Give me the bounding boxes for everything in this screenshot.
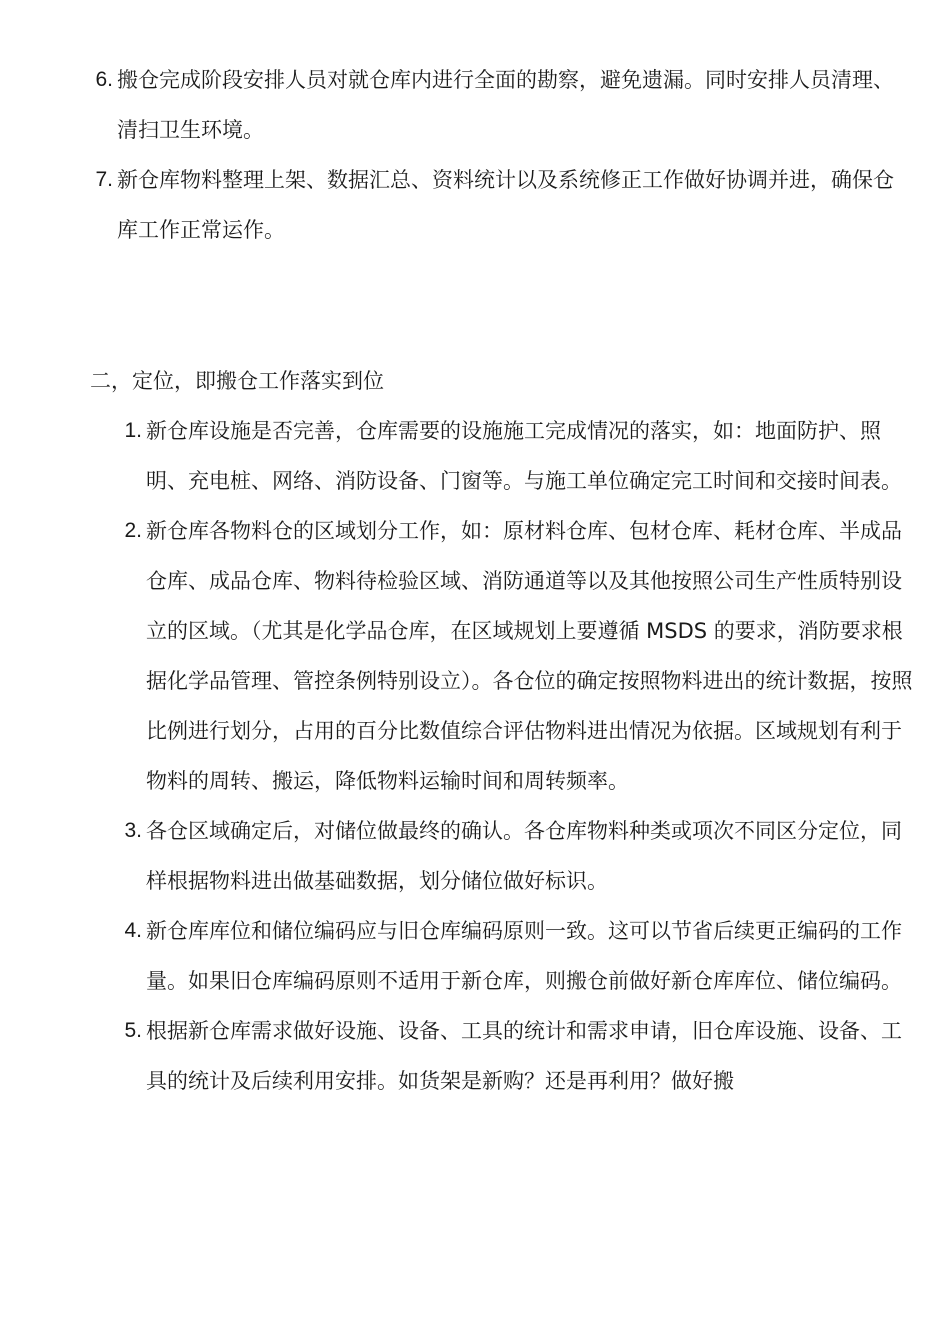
list-item-number: 6. [95,68,113,91]
list-item-text: 搬仓完成阶段安排人员对就仓库内进行全面的勘察，避免遗漏。同时安排人员清理、清扫卫生环境。 [117,68,894,142]
numbered-list-section-two [124,406,914,1106]
list-item-text: 根据新仓库需求做好设施、设备、工具的统计和需求申请，旧仓库设施、设备、工具的统计及后续利用安排。如货架是新购？还是再利用？做好搬 [146,1019,902,1093]
list-item [124,806,914,906]
list-item-number: 1. [124,419,142,442]
list-item-text: 新仓库设施是否完善，仓库需要的设施施工完成情况的落实，如：地面防护、照明、充电桩、网络、消防设备、门窗等。与施工单位确定完工时间和交接时间表。 [146,419,902,493]
section-heading: 二，定位，即搬仓工作落实到位 [90,369,384,393]
list-item-number: 3. [124,819,142,842]
list-item-text: 新仓库库位和储位编码应与旧仓库编码原则一致。这可以节省后续更正编码的工作量。如果旧仓库编码原则不适用于新仓库，则搬仓前做好新仓库库位、储位编码。 [146,919,902,993]
list-item [124,406,914,506]
list-item-text: 新仓库各物料仓的区域划分工作，如：原材料仓库、包材仓库、耗材仓库、半成品仓库、成品仓库、物料待检验区域、消防通道等以及其他按照公司生产性质特别设立的区域。（尤其是化学品仓库，在区域规划上要遵循 MSDS 的要求，消防要求根据化学品管理、管控条例特别设立）。各仓位的确定按照物料进出的统计数据，按照比例进行划分，占用的百分比数值综合评估物料进出情况为依据。区域规划有利于物料的周转、搬运，降低物料运输时间和周转频率。 [146,519,913,793]
list-item [95,55,907,155]
list-item [124,506,914,806]
list-item [124,1006,914,1106]
list-item-number: 4. [124,919,142,942]
list-item-number: 5. [124,1019,142,1042]
numbered-list-continued [95,55,907,255]
list-item-text: 新仓库物料整理上架、数据汇总、资料统计以及系统修正工作做好协调并进，确保仓库工作正常运作。 [117,168,894,242]
list-item-number: 2. [124,519,142,542]
list-item [95,155,907,255]
list-item-text: 各仓区域确定后，对储位做最终的确认。各仓库物料种类或项次不同区分定位，同样根据物料进出做基础数据，划分储位做好标识。 [146,819,902,893]
list-item-number: 7. [95,168,113,191]
list-item [124,906,914,1006]
